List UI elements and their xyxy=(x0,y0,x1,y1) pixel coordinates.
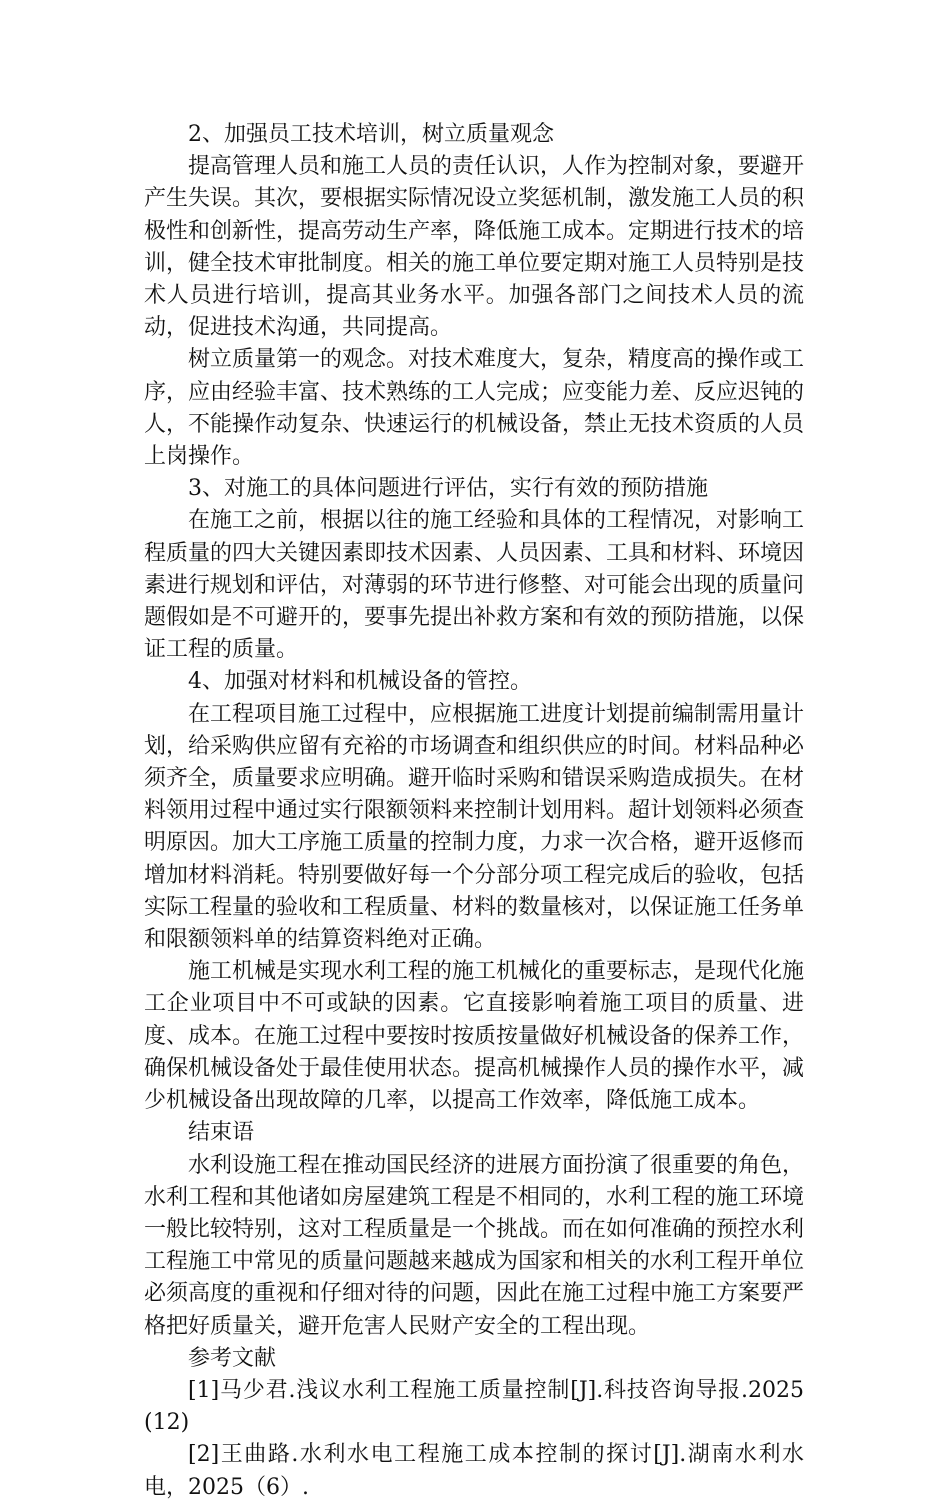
section-heading-evaluation: 3、对施工的具体问题进行评估，实行有效的预防措施 xyxy=(188,476,708,502)
section-heading-materials: 4、加强对材料和机械设备的管控。 xyxy=(188,669,532,695)
reference-item: [1]马少君.浅议水利工程施工质量控制[J].科技咨询导报.2025(12) xyxy=(144,1377,804,1436)
reference-item: [2]王曲路.水利水电工程施工成本控制的探讨[J].湖南水利水电，2025（6）. xyxy=(144,1442,804,1500)
references-heading: 参考文献 xyxy=(188,1345,277,1371)
section-heading-training: 2、加强员工技术培训，树立质量观念 xyxy=(188,122,554,147)
body-paragraph: 在施工之前，根据以往的施工经验和具体的工程情况，对影响工程质量的四大关键因素即技术因素、人员因素、工具和材料、环境因素进行规划和评估，对薄弱的环节进行修整、对可能会出现的质量问题假如是不可避开的，要事先提出补救方案和有效的预防措施，以保证工程的质量。 xyxy=(144,508,805,663)
body-paragraph: 在工程项目施工过程中，应根据施工进度计划提前编制需用量计划，给采购供应留有充裕的市场调查和组织供应的时间。材料品种必须齐全，质量要求应明确。避开临时采购和错误采购造成损失。在材料领用过程中通过实行限额领料来控制计划用料。超计划领料必须查明原因。加大工序施工质量的控制力度，力求一次合格，避开返修而增加材料消耗。特别要做好每一个分部分项工程完成后的验收，包括实际工程量的验收和工程质量、材料的数量核对，以保证施工任务单和限额领料单的结算资料绝对正确。 xyxy=(144,701,805,953)
body-paragraph: 提高管理人员和施工人员的责任认识，人作为控制对象，要避开产生失误。其次，要根据实际情况设立奖惩机制，激发施工人员的积极性和创新性，提高劳动生产率，降低施工成本。定期进行技术的培训，健全技术审批制度。相关的施工单位要定期对施工人员特别是技术人员进行培训，提高其业务水平。加强各部门之间技术人员的流动，促进技术沟通，共同提高。 xyxy=(144,154,805,341)
body-paragraph: 水利设施工程在推动国民经济的进展方面扮演了很重要的角色，水利工程和其他诸如房屋建筑工程是不相同的，水利工程的施工环境一般比较特别，这对工程质量是一个挑战。而在如何准确的预控水利工程施工中常见的质量问题越来越成为国家和相关的水利工程开单位必须高度的重视和仔细对待的问题，因此在施工过程中施工方案要严格把好质量关，避开危害人民财产安全的工程出现。 xyxy=(144,1152,805,1339)
conclusion-heading: 结束语 xyxy=(188,1120,255,1146)
document-body xyxy=(144,119,804,1504)
body-paragraph: 树立质量第一的观念。对技术难度大，复杂，精度高的操作或工序，应由经验丰富、技术熟练的工人完成；应变能力差、反应迟钝的人，不能操作动复杂、快速运行的机械设备，禁止无技术资质的人员上岗操作。 xyxy=(144,347,805,470)
body-paragraph: 施工机械是实现水利工程的施工机械化的重要标志，是现代化施工企业项目中不可或缺的因素。它直接影响着施工项目的质量、进度、成本。在施工过程中要按时按质按量做好机械设备的保养工作，确保机械设备处于最佳使用状态。提高机械操作人员的操作水平，减少机械设备出现故障的几率，以提高工作效率，降低施工成本。 xyxy=(144,959,805,1114)
